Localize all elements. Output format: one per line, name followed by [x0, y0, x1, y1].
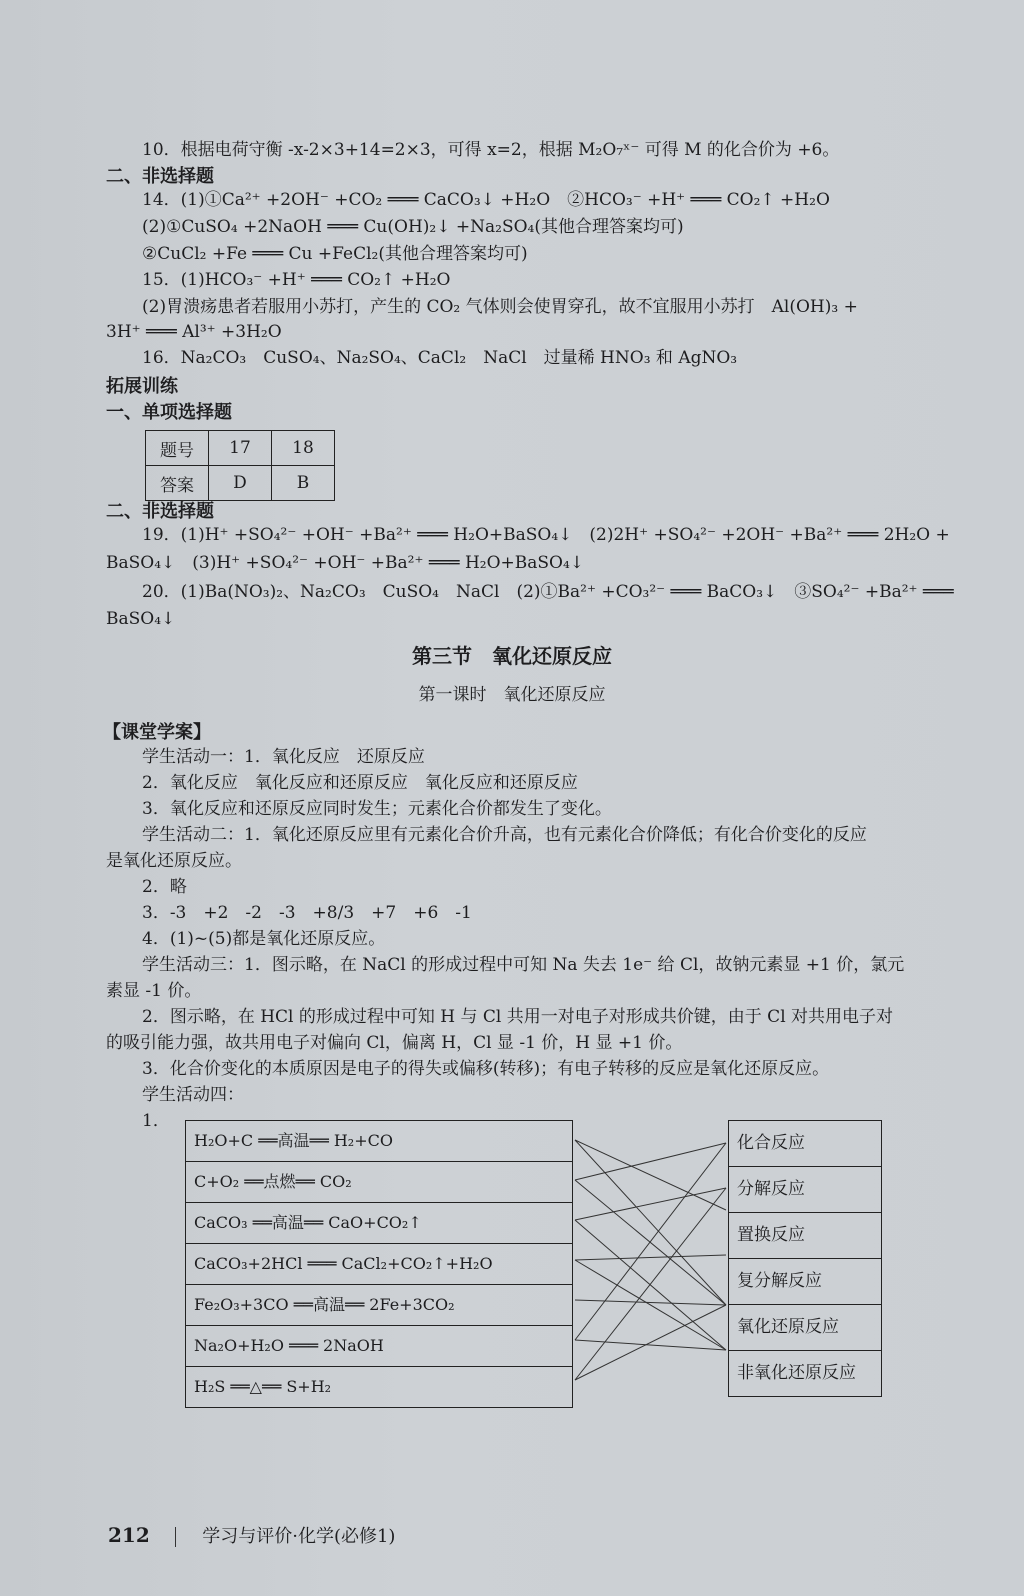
activity-3-2b: 的吸引能力强，故共用电子对偏向 Cl，偏离 H，Cl 显 -1 价，H 显 +1 价。: [106, 1033, 683, 1053]
activity-3-3: 3．化合价变化的本质原因是电子的得失或偏移(转移)；有电子转移的反应是氧化还原反应。: [142, 1059, 830, 1079]
activity-4: 学生活动四：: [142, 1085, 244, 1105]
section-heading: 二、非选择题: [106, 501, 214, 522]
reaction-type-item: 复分解反应: [729, 1259, 881, 1305]
match-line: [575, 1340, 726, 1350]
match-line: [575, 1255, 726, 1260]
section-title: 第三节 氧化还原反应: [412, 644, 612, 668]
activity-2-2: 2．略: [142, 877, 187, 897]
table-cell: 答案: [146, 466, 209, 501]
reaction-item: CaCO₃ ══高温══ CaO+CO₂↑: [186, 1203, 572, 1244]
reaction-item: Na₂O+H₂O ═══ 2NaOH: [186, 1326, 572, 1367]
match-line: [575, 1300, 726, 1305]
activity-2-3: 3．-3 +2 -2 -3 +8/3 +7 +6 -1: [142, 903, 472, 923]
answer-14-3: ②CuCl₂ +Fe ═══ Cu +FeCl₂(其他合理答案均可): [142, 244, 528, 264]
answer-14-2: (2)①CuSO₄ +2NaOH ═══ Cu(OH)₂↓ +Na₂SO₄(其他合理答案均可): [142, 217, 684, 237]
reaction-item: C+O₂ ══点燃══ CO₂: [186, 1162, 572, 1203]
activity-1-2: 2．氧化反应 氧化反应和还原反应 氧化反应和还原反应: [142, 773, 578, 793]
match-line: [575, 1180, 726, 1305]
answer-15-2: (2)胃溃疡患者若服用小苏打，产生的 CO₂ 气体则会使胃穿孔，故不宜服用小苏打 Al(OH)₃ +: [142, 297, 858, 317]
reaction-item: H₂S ══△══ S+H₂: [194, 1377, 332, 1396]
reaction-type-item: 分解反应: [729, 1167, 881, 1213]
section-heading: 二、非选择题: [106, 166, 214, 187]
activity-2-1: 学生活动二：1．氧化还原反应里有元素化合价升高，也有元素化合价降低；有化合价变化的反应: [142, 825, 867, 845]
table-cell: D: [209, 466, 272, 501]
class-plan-heading: 【课堂学案】: [103, 722, 211, 743]
table-cell: 题号: [146, 431, 209, 466]
page-footer: [108, 1522, 395, 1548]
footer-divider: [175, 1527, 176, 1547]
match-line: [575, 1220, 726, 1350]
table-cell: 17: [209, 431, 272, 466]
answer-19-2: BaSO₄↓ (3)H⁺ +SO₄²⁻ +OH⁻ +Ba²⁺ ═══ H₂O+BaSO₄↓: [106, 553, 585, 573]
page-number: 212: [108, 1523, 150, 1547]
activity-1-1: 学生活动一：1．氧化反应 还原反应: [142, 747, 425, 767]
answer-10: 10．根据电荷守衡 -x-2×3+14=2×3，可得 x=2，根据 M₂O₇ˣ⁻ 可得 M 的化合价为 +6。: [142, 140, 840, 160]
answer-20-1: 20．(1)Ba(NO₃)₂、Na₂CO₃ CuSO₄ NaCl (2)①Ba²⁺ +CO₃²⁻ ═══ BaCO₃↓ ③SO₄²⁻ +Ba²⁺ ═══: [142, 582, 954, 602]
match-line: [575, 1140, 726, 1305]
lesson-subtitle: 第一课时 氧化还原反应: [418, 685, 606, 705]
activity-3-1: 学生活动三：1．图示略，在 NaCl 的形成过程中可知 Na 失去 1e⁻ 给 Cl，故钠元素显 +1 价，氯元: [142, 955, 905, 975]
activity-1-3: 3．氧化反应和还原反应同时发生；元素化合价都发生了变化。: [142, 799, 612, 819]
reaction-type-item: 置换反应: [729, 1213, 881, 1259]
table-cell: 18: [272, 431, 335, 466]
reaction-type-item: 非氧化还原反应: [737, 1363, 856, 1383]
answer-15-1: 15．(1)HCO₃⁻ +H⁺ ═══ CO₂↑ +H₂O: [142, 270, 451, 290]
reaction-type-item: 化合反应: [729, 1121, 881, 1167]
match-line: [575, 1188, 726, 1380]
answer-20-2: BaSO₄↓: [106, 609, 176, 629]
match-line: [575, 1140, 726, 1210]
activity-4-1: 1．: [142, 1111, 170, 1131]
match-line: [575, 1143, 726, 1340]
match-line: [575, 1260, 726, 1350]
reaction-type-item: 氧化还原反应: [729, 1305, 881, 1351]
book-title: 学习与评价·化学(必修1): [202, 1526, 396, 1547]
table-cell: B: [272, 466, 335, 501]
activity-3-2: 2．图示略，在 HCl 的形成过程中可知 H 与 Cl 共用一对电子对形成共价键，由于 Cl 对共用电子对: [142, 1007, 894, 1027]
activity-2-1b: 是氧化还原反应。: [106, 851, 242, 871]
match-line: [575, 1188, 726, 1220]
section-heading-extension: 拓展训练: [106, 376, 178, 397]
reaction-item: H₂O+C ══高温══ H₂+CO: [186, 1121, 572, 1162]
reaction-item: CaCO₃+2HCl ═══ CaCl₂+CO₂↑+H₂O: [186, 1244, 572, 1285]
activity-2-4: 4．(1)~(5)都是氧化还原反应。: [142, 929, 386, 949]
activity-3-1b: 素显 -1 价。: [106, 981, 202, 1001]
section-heading-choice: 一、单项选择题: [106, 402, 232, 423]
answer-16: 16．Na₂CO₃ CuSO₄、Na₂SO₄、CaCl₂ NaCl 过量稀 HNO₃ 和 AgNO₃: [142, 348, 738, 368]
reaction-item: Fe₂O₃+3CO ══高温══ 2Fe+3CO₂: [186, 1285, 572, 1326]
match-line: [575, 1305, 726, 1380]
answer-14-1: 14．(1)①Ca²⁺ +2OH⁻ +CO₂ ═══ CaCO₃↓ +H₂O ②HCO₃⁻ +H⁺ ═══ CO₂↑ +H₂O: [142, 190, 830, 210]
answer-15-3: 3H⁺ ═══ Al³⁺ +3H₂O: [106, 322, 282, 342]
answer-19-1: 19．(1)H⁺ +SO₄²⁻ +OH⁻ +Ba²⁺ ═══ H₂O+BaSO₄↓ (2)2H⁺ +SO₄²⁻ +2OH⁻ +Ba²⁺ ═══ 2H₂O +: [142, 525, 950, 545]
